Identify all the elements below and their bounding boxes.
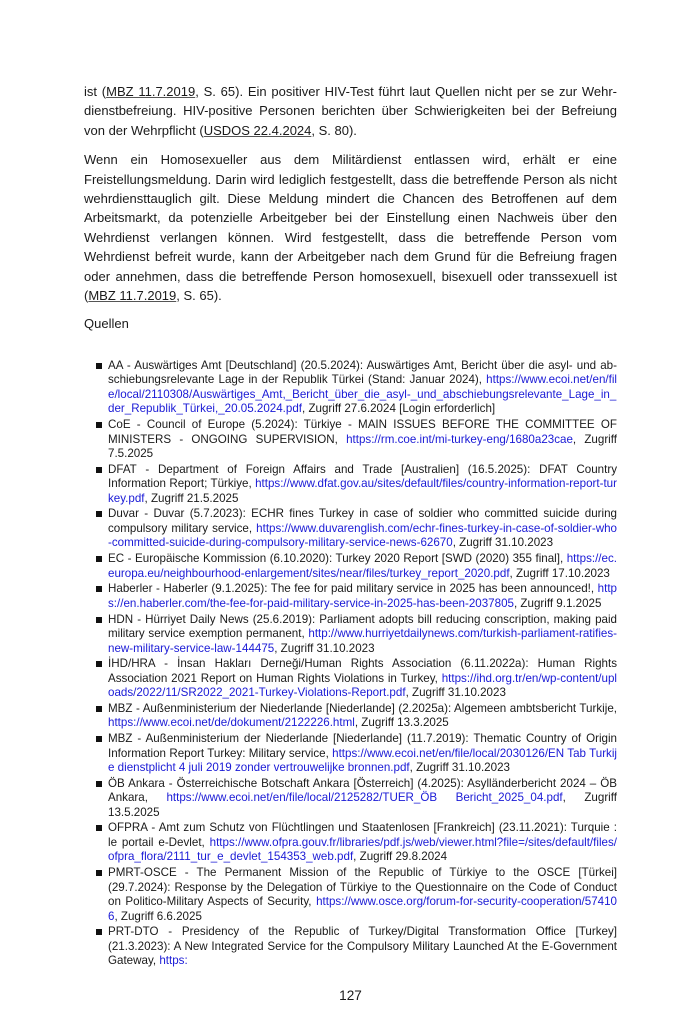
reference-text: MBZ - Außenministerium der Niederlande [Niederlande] (2.2025a): Algemeen ambtsbericht Turkije, [108, 701, 617, 715]
reference-access-date: , Zugriff 31.10.2023 [452, 536, 554, 550]
reference-text: Duvar - Duvar (5.7.2023): ECHR fines Turkey in case of soldier who committed suicide during compulsory military service, [108, 507, 617, 535]
reference-text: OFPRA - Amt zum Schutz von Flüchtlingen und Staatenlosen [Frankreich] (23.11.2021): Turquie : le portail e-Devlet, [108, 821, 617, 849]
reference-access-date: , Zugriff 7.5.2025 [108, 432, 617, 461]
citation-link[interactable]: MBZ 11.7.2019 [106, 84, 196, 99]
reference-item [96, 925, 617, 969]
reference-item [96, 359, 617, 417]
reference-item [96, 732, 617, 776]
reference-url-link[interactable]: https://www.osce.org/forum-for-security-cooperation/574106 [108, 895, 617, 923]
reference-item [96, 463, 617, 507]
reference-access-date: , Zugriff 17.10.2023 [509, 566, 610, 580]
reference-item [96, 777, 617, 821]
citation-link[interactable]: MBZ 11.7.2019 [88, 288, 177, 304]
reference-url-link[interactable]: https://www.ecoi.net/en/file/local/2030126/EN Tab Turkije dienstplicht 4 juli 2019 zonder vertrouwelijke bronnen.pdf [108, 746, 617, 775]
sources-heading: Quellen [84, 316, 129, 332]
reference-text: PRT-DTO - Presidency of the Republic of Turkey/Digital Transformation Office [Turkey] (21.3.2023): A New Integrated Service for the Compulsory Military Launched At the E-Government Gateway, [108, 925, 617, 968]
reference-url-link[interactable]: https://www.ecoi.net/en/file/local/2125282/TUER_ÖB Bericht_2025_04.pdf [166, 791, 563, 805]
reference-url-link[interactable]: https://en.haberler.com/the-fee-for-paid-military-service-in-2025-has-been-2037805 [108, 582, 617, 610]
paragraph-hiv [84, 82, 617, 140]
reference-text: CoE - Council of Europe (5.2024): Türkiye - MAIN ISSUES BEFORE THE COMMITTEE OF MINISTERS - ONGOING SUPERVISION, [108, 418, 617, 446]
reference-url-link[interactable]: https://ihd.org.tr/en/wp-content/uploads/2022/11/SR2022_2021-Turkey-Violations-Report.pdf [108, 671, 617, 700]
reference-text: HDN - Hürriyet Daily News (25.6.2019): Parliament adopts bill reducing conscription, making paid military service exemption permanent, [108, 612, 617, 640]
reference-access-date: , Zugriff 31.10.2023 [405, 686, 506, 700]
reference-access-date: , Zugriff 31.10.2023 [409, 761, 510, 775]
reference-access-date: , Zugriff 31.10.2023 [274, 641, 375, 655]
paragraph-text: , S. 80). [311, 122, 357, 138]
reference-url-link[interactable]: https://www.ofpra.gouv.fr/libraries/pdf.js/web/viewer.html?file=/sites/default/files/ofpra_flora/2111_tur_e_devlet_154353_web.pdf [108, 835, 617, 864]
reference-text: EC - Europäische Kommission (6.10.2020): Turkey 2020 Report [SWD (2020) 355 final], [108, 552, 567, 566]
reference-access-date: , Zugriff 13.3.2025 [354, 716, 449, 730]
reference-url-link[interactable]: https://rm.coe.int/mi-turkey-eng/1680a23cae [346, 432, 573, 446]
reference-item [96, 552, 617, 581]
reference-url-link[interactable]: https://ec.europa.eu/neighbourhood-enlargement/sites/near/files/turkey_report_2020.pdf [108, 552, 617, 580]
reference-item [96, 657, 617, 701]
reference-list [96, 359, 617, 969]
reference-text: DFAT - Department of Foreign Affairs and Trade [Australien] (16.5.2025): DFAT Country Information Report; Türkiye, [108, 462, 617, 491]
paragraph-text: , S. 65). Ein positiver HIV-Test führt laut Quellen nicht per se zur Wehrdienstbefreiung. HIV-positive Personen berichten über Schwierigkeiten bei der Befreiung von der Wehrpflicht ( [84, 84, 617, 138]
reference-item [96, 702, 617, 731]
reference-access-date: , Zugriff 13.5.2025 [108, 791, 617, 819]
reference-text: AA - Auswärtiges Amt [Deutschland] (20.5.2024): Auswärtiges Amt, Bericht über die asyl- und abschiebungsrelevante Lage in der Republik Türkei (Stand: Januar 2024), [108, 358, 617, 387]
reference-text: Haberler - Haberler (9.1.2025): The fee for paid military service in 2025 has been announced!, [108, 582, 598, 596]
reference-access-date: , Zugriff 9.1.2025 [513, 596, 602, 610]
paragraph-text: , S. 65). [176, 288, 222, 304]
reference-text: MBZ - Außenministerium der Niederlande [Niederlande] (11.7.2019): Thematic Country of Origin Information Report Turkey: Military service, [108, 732, 617, 760]
reference-access-date: , Zugriff 21.5.2025 [144, 491, 239, 505]
reference-url-link[interactable]: https://www.dfat.gov.au/sites/default/files/country-information-report-turkey.pdf [108, 477, 617, 505]
reference-access-date: , Zugriff 29.8.2024 [353, 850, 448, 864]
page-number: 127 [339, 987, 362, 1003]
reference-access-date: , Zugriff 27.6.2024 [Login erforderlich] [302, 402, 496, 416]
citation-link[interactable]: USDOS 22.4.2024 [203, 122, 312, 138]
reference-text: ÖB Ankara - Österreichische Botschaft Ankara [Österreich] (4.2025): Asylländerbericht 2024 – ÖB Ankara, [108, 776, 617, 805]
reference-item [96, 418, 617, 462]
reference-url-link[interactable]: https://www.ecoi.net/de/dokument/2122226.html [108, 716, 355, 730]
reference-item [96, 821, 617, 865]
reference-access-date: , Zugriff 6.6.2025 [114, 909, 202, 923]
reference-url-link[interactable]: http://www.hurriyetdailynews.com/turkish-parliament-ratifies-new-military-service-law-144475 [108, 627, 617, 655]
paragraph-text: Wenn ein Homosexueller aus dem Militärdienst entlassen wird, erhält er eine Freistellungsmeldung. Darin wird lediglich festgestellt, dass die betreffende Person als nicht wehrdiensttauglich gilt. Diese Meldung mindert die Chancen des Betroffenen auf dem Arbeitsmarkt, da potenzielle Arbeitgeber bei der Einstellung einen Nachweis über den Wehrdienst verlangen können. Wird festgestellt, dass die betreffende Person vom Wehrdienst befreit wurde, kann der Arbeitgeber nach dem Grund für die Befreiung fragen oder annehmen, dass die betreffende Person homosexuell, bisexuell oder transsexuell ist ( [84, 152, 617, 304]
reference-item [96, 613, 617, 657]
reference-item [96, 582, 617, 611]
paragraph-text: ist ( [84, 84, 107, 99]
reference-text: İHD/HRA - İnsan Hakları Derneği/Human Rights Association (6.11.2022a): Human Rights Association 2021 Report on Human Rights Violations in Turkey, [108, 657, 617, 685]
paragraph-homosexual-discharge [84, 150, 617, 305]
reference-url-link[interactable]: https://www.duvarenglish.com/echr-fines-turkey-in-case-of-soldier-who-committed-suicide-during-compulsory-military-service-news-62670 [108, 521, 617, 550]
reference-url-link[interactable]: https: [159, 954, 188, 968]
reference-item [96, 507, 617, 551]
reference-item [96, 866, 617, 924]
reference-url-link[interactable]: https://www.ecoi.net/en/file/local/2110308/Auswärtiges_Amt,_Bericht_über_die_asyl-_und_abschiebungsrelevante_Lage_in_der_Republik_Türkei,_20.05.2024.pdf [108, 373, 617, 416]
page-content [84, 0, 617, 1025]
reference-text: PMRT-OSCE - The Permanent Mission of the Republic of Türkiye to the OSCE [Türkei] (29.7.2024): Response by the Delegation of Türkiye to the Questionnaire on the Code of Conduct on Politico-Military Aspects of Security, [108, 866, 617, 909]
